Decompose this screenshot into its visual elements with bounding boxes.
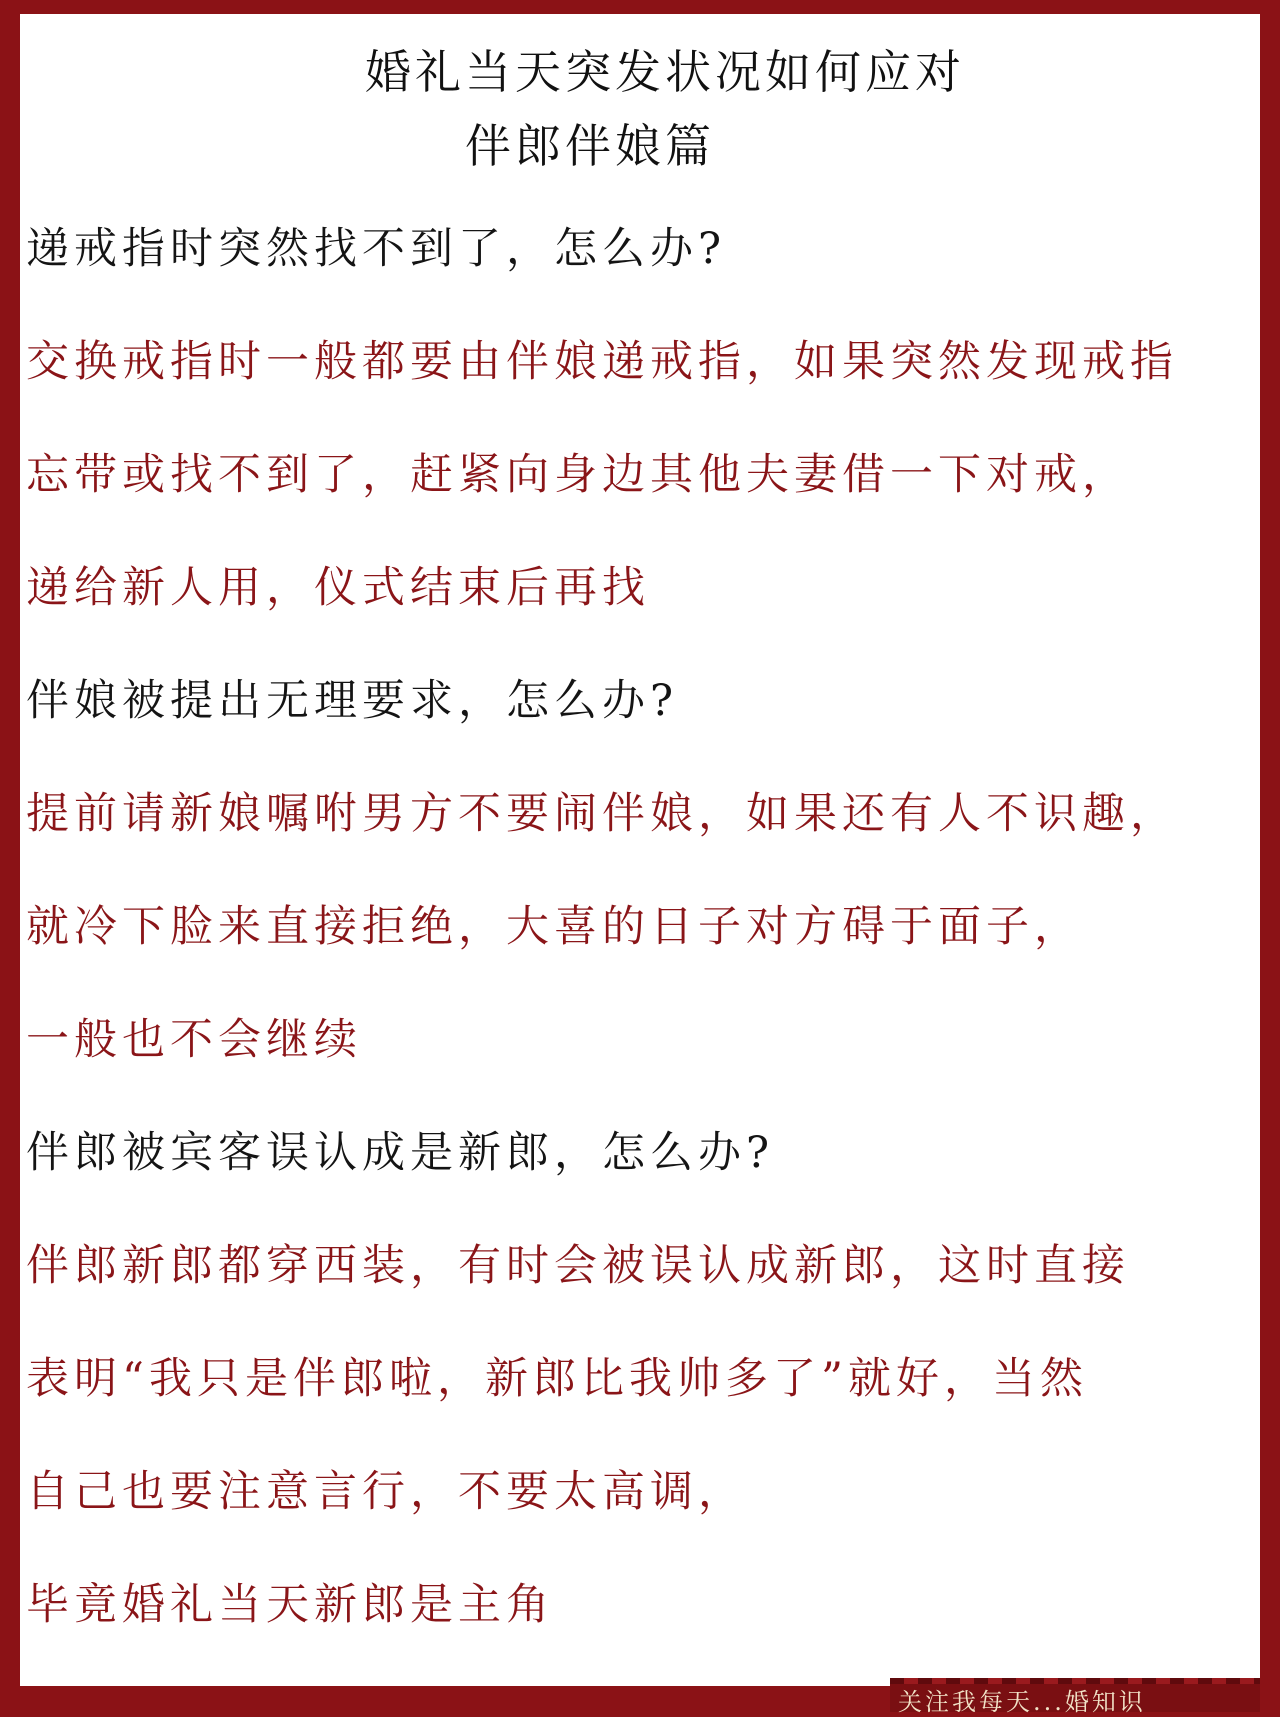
document-body: [26, 199, 1254, 1668]
answer-line: 自己也要注意言行，不要太高调，: [26, 1467, 746, 1517]
question-heading: 伴郎被宾客误认成是新郎，怎么办?: [26, 1128, 775, 1178]
answer-line: 一般也不会继续: [26, 1015, 362, 1065]
question-heading: 伴娘被提出无理要求，怎么办?: [26, 676, 679, 726]
answer-line: 忘带或找不到了，赶紧向身边其他夫妻借一下对戒，: [26, 450, 1130, 500]
document-title: 婚礼当天突发状况如何应对: [365, 45, 965, 99]
answer-line: 提前请新娘嘱咐男方不要闹伴娘，如果还有人不识趣，: [26, 789, 1178, 839]
answer-line: 毕竟婚礼当天新郎是主角: [26, 1580, 554, 1630]
watermark-banner: [890, 1678, 1260, 1716]
question-heading: 递戒指时突然找不到了，怎么办?: [26, 224, 727, 274]
watermark-text: 关注我每天...婚知识: [898, 1688, 1146, 1716]
answer-line: 交换戒指时一般都要由伴娘递戒指，如果突然发现戒指: [26, 337, 1178, 387]
answer-line: 表明“我只是伴郎啦，新郎比我帅多了”就好，当然: [26, 1354, 1088, 1404]
document-sheet: [20, 14, 1260, 1686]
answer-line: 就冷下脸来直接拒绝，大喜的日子对方碍于面子，: [26, 902, 1082, 952]
document-subtitle: 伴郎伴娘篇: [465, 119, 715, 173]
answer-line: 伴郎新郎都穿西装，有时会被误认成新郎，这时直接: [26, 1241, 1130, 1291]
answer-line: 递给新人用，仪式结束后再找: [26, 563, 650, 613]
